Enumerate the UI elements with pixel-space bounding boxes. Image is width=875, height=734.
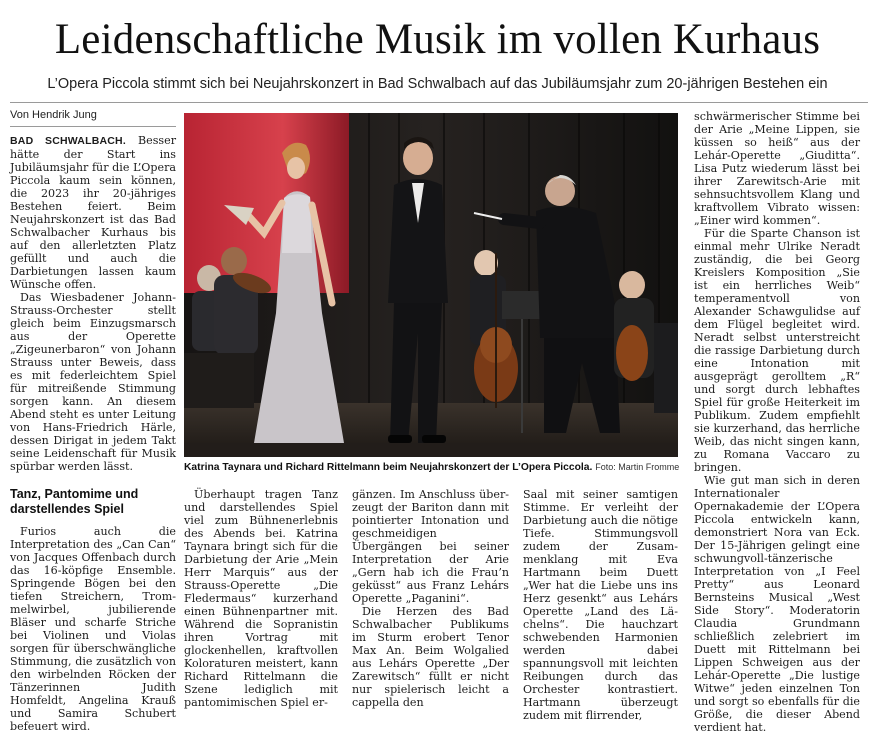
photo-caption <box>184 460 678 475</box>
paragraph: Überhaupt tragen Tanz und darstellendes Spiel viel zum Bühnenerlebnis des Abends bei. Katrina Taynara bringt sich für die Darbietung der Arie „Mein Herr Marquis“ aus der Strauss-Operette „Die Fledermaus“ kurzerhand einen Bühnenpartner mit. Während die Sopranistin ihren Vortrag mit glockenhellen, kraftvollen Koloraturen meistert, kann Richard Rittelmann die Szene lediglich mit pantomimischen Spiel er- <box>184 488 338 709</box>
paragraph: schwärmerischer Stimme bei der Arie „Meine Lippen, sie küssen so heiß“ aus der Lehár-Operette „Giuditta“. Lisa Putz wiederum lässt bei ihrer Zarewitsch-Arie mit sehnsuchtsvollem Klang und kraftvollem Vibrato wissen: „Einer wird kommen“. <box>694 110 860 227</box>
column-2 <box>184 488 338 709</box>
column-5 <box>694 110 860 734</box>
paragraph: Saal mit seiner samtigen Stimme. Er verleiht der Darbietung auch die nötige Tiefe. Stimmungsvoll zudem der Zusammenklang mit Eva Hartmann beim Duett „Wer hat die Liebe uns ins Herz gesenkt“ aus Lehárs Operette „Land des Lächelns“. Die hauchzart schwebenden Harmonien werden dabei spannungsvoll mit leichten Reibungen durch das Orchester kontrastiert. Hartmann überzeugt zudem mit flirrender, <box>523 488 678 722</box>
article-subheadline: L’Opera Piccola stimmt sich bei Neujahrskonzert in Bad Schwalbach auf das Jubiläumsjahr zum 20-jährigen Bestehen ein <box>47 76 828 92</box>
column-3 <box>352 488 509 709</box>
column-1 <box>10 108 176 733</box>
paragraph: Das Wiesbadener Johann-Strauss-Orchester stellt gleich beim Einzugsmarsch aus der Operette „Zigeunerbaron“ von Johann Strauss unter Beweis, dass es mit federleichtem Spiel für mitreißende Stimmung sorgen kann. An diesem Abend steht es unter Leitung von Hans-Friedrich Härle, dessen Dirigat in jedem Takt seine Leidenschaft für Musik spürbar werden lässt. <box>10 291 176 473</box>
paragraph: gänzen. Im Anschluss überzeugt der Bariton dann mit pointierter Intonation und geschmeidigen Übergängen bei seiner Interpretation der Arie „Gern hab ich die Frau’n geküsst“ aus Franz Lehárs Operette „Paganini“. <box>352 488 509 605</box>
article-headline: Leidenschaftliche Musik im vollen Kurhaus <box>54 16 821 63</box>
concert-photo <box>184 113 678 457</box>
caption-text: Katrina Taynara und Richard Rittelmann beim Neujahrskonzert der L’Opera Piccola. <box>184 462 593 473</box>
photo-credit: Foto: Martin Fromme <box>595 462 680 472</box>
author-byline: Von Hendrik Jung <box>10 108 176 127</box>
dateline: BAD SCHWALBACH. <box>10 135 126 147</box>
section-subhead: Tanz, Pantomime und darstellendes Spiel <box>10 487 139 516</box>
paragraph: Für die Sparte Chanson ist einmal mehr Ulrike Neradt zuständig, die bei Georg Kreislers Komposition „Sie ist ein herrliches Weib“ temperamentvoll von Alexander Schawgulidse auf dem Flügel begleitet wird. Neradt selbst unterstreicht die rassige Darbietung durch eine Intonation mit ausgeprägt gerolltem „R“ und sorgt durch lebhaftes Spiel für große Heiterkeit im Publikum. Zudem empfiehlt sie kurzerhand, das herrliche Weib, das nicht singen kann, zu Romana Vaccaro zu bringen. <box>694 227 860 474</box>
paragraph: Wie gut man sich in deren Internationaler Opernakademie der L’Opera Piccola entwickeln kann, demonstriert Nora van Eck. Der 15-Jährigen gelingt eine schwungvoll-tänzerische Interpretation von „I Feel Pretty“ aus Leonard Bernsteins Musical „West Side Story“. Moderatorin Claudia Grundmann schließlich zelebriert im Duett mit Rittelmann bei Lippen Schweigen aus der Lehár-Operette „Die lustige Witwe“ jeden einzelnen Ton und sorgt so ebenfalls für die Größe, die dieser Abend verdient hat. <box>694 474 860 734</box>
paragraph: BAD SCHWALBACH. Besser hätte der Start ins Jubiläumsjahr für die L’Opera Piccola kaum sein können, die 2023 ihr 20-jähriges Bestehen feiert. Beim Neujahrskonzert ist das Bad Schwalbacher Kurhaus bis auf den allerletzten Platz gefüllt und auch die Darbietungen lassen kaum Wünsche offen. <box>10 134 176 291</box>
column-4 <box>523 488 678 722</box>
paragraph: Die Herzen des Bad Schwalbacher Publikums im Sturm erobert Tenor Max An. Beim Wolgalied aus Lehárs Operette „Der Zarewitsch“ füllt er nicht nur spielerisch leicht a cappella den <box>352 605 509 709</box>
paragraph: Furios auch die Interpretation des „Can Can“ von Jacques Offenbach durch das 16-köpfige Ensemble. Springende Bögen bei den tiefen Streichern, Trommelwirbel, jubilierende Bläser und scharfe Striche bei Violinen und Violas sorgen für überschwängliche Stimmung, die zusätzlich von den wirbelnden Röcken der Tänzerinnen Judith Homfeldt, Angelina Krauß und Samira Schubert befeuert wird. <box>10 525 176 733</box>
header-divider <box>10 102 868 103</box>
